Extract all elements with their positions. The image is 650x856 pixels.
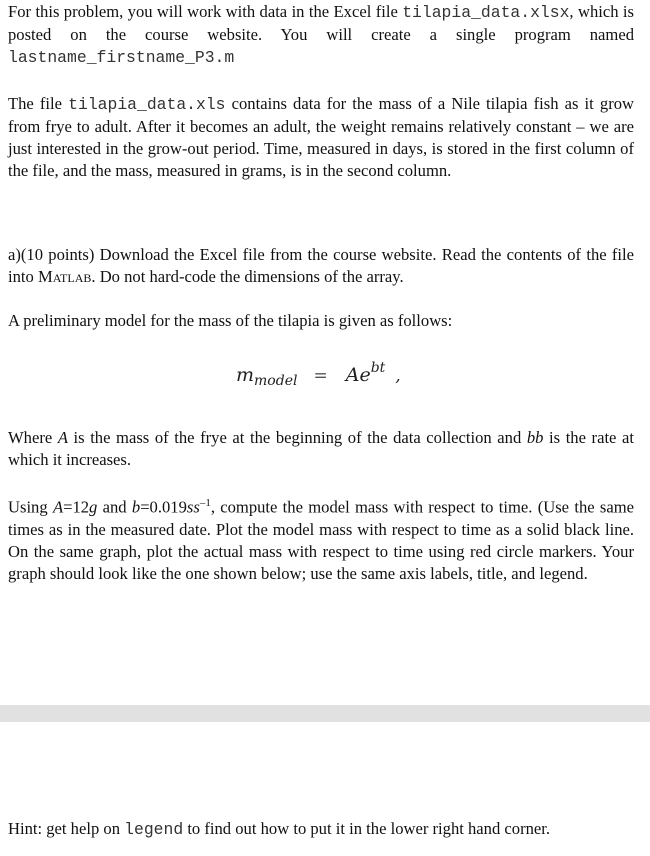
unit-ss: ss: [186, 497, 200, 517]
matlab-name: Matlab: [37, 267, 92, 286]
model-intro-paragraph: A preliminary model for the mass of the tilapia is given as follows:: [8, 311, 453, 330]
equation-exponent: bt: [370, 360, 386, 376]
file-name-xlsx: tilapia_data.xlsx: [402, 3, 570, 22]
var-b-value: b: [131, 497, 141, 517]
unit-g: g: [89, 497, 98, 517]
var-bb: bb: [526, 428, 544, 447]
using-paragraph: Using A=12g and $b=0.019ss^{-1}$, compute the model mass with respect to time. (Use the same times as in the measured date. Plot the model mass with respect to time as a solid black line. On the same graph, plot the actual mass with respect to time using red circle markers. Your graph should look like the one shown below; use the same axis labels, title, and legend.: [8, 497, 634, 583]
equation-lhs-subscript: model: [254, 373, 298, 389]
legend-keyword: legend: [124, 820, 184, 839]
unit-exponent: –1: [199, 497, 211, 509]
description-paragraph: The file tilapia_data.xls contains data for the mass of a Nile tilapia fish as it grow from frye to adult. After it becomes an adult, the weight remains relatively constant – we are just interested in the grow-out period. Time, measured in days, is stored in the first column of the file, and the mass, measured in grams, is in the second column.: [8, 94, 634, 180]
equation-equals: =: [313, 366, 328, 386]
program-name: lastname_firstname_P3.m: [8, 48, 235, 67]
model-equation: [236, 360, 401, 394]
intro-paragraph: For this problem, you will work with data in the Excel file tilapia_data.xlsx, which is posted on the course website. You will create a single program named lastname_firstname_P3.m: [8, 2, 634, 67]
var-A-value: A: [52, 497, 64, 517]
file-name-xls: tilapia_data.xls: [68, 95, 226, 114]
part-a-paragraph: a)(10 points) Download the Excel file from the course website. Read the contents of the file into Matlab. Do not hard-code the dimensions of the array.: [8, 245, 634, 286]
var-A: A: [57, 428, 68, 447]
equation-lhs: m: [236, 364, 255, 386]
page-separator: [0, 705, 650, 722]
equation-comma: ,: [395, 366, 401, 386]
equation-rhs: Ae: [345, 364, 371, 386]
hint-paragraph: Hint: get help on legend to find out how to put it in the lower right hand corner.: [8, 819, 551, 839]
where-paragraph: Where A is the mass of the frye at the beginning of the data collection and bb is the rate at which it increases.: [8, 428, 634, 469]
